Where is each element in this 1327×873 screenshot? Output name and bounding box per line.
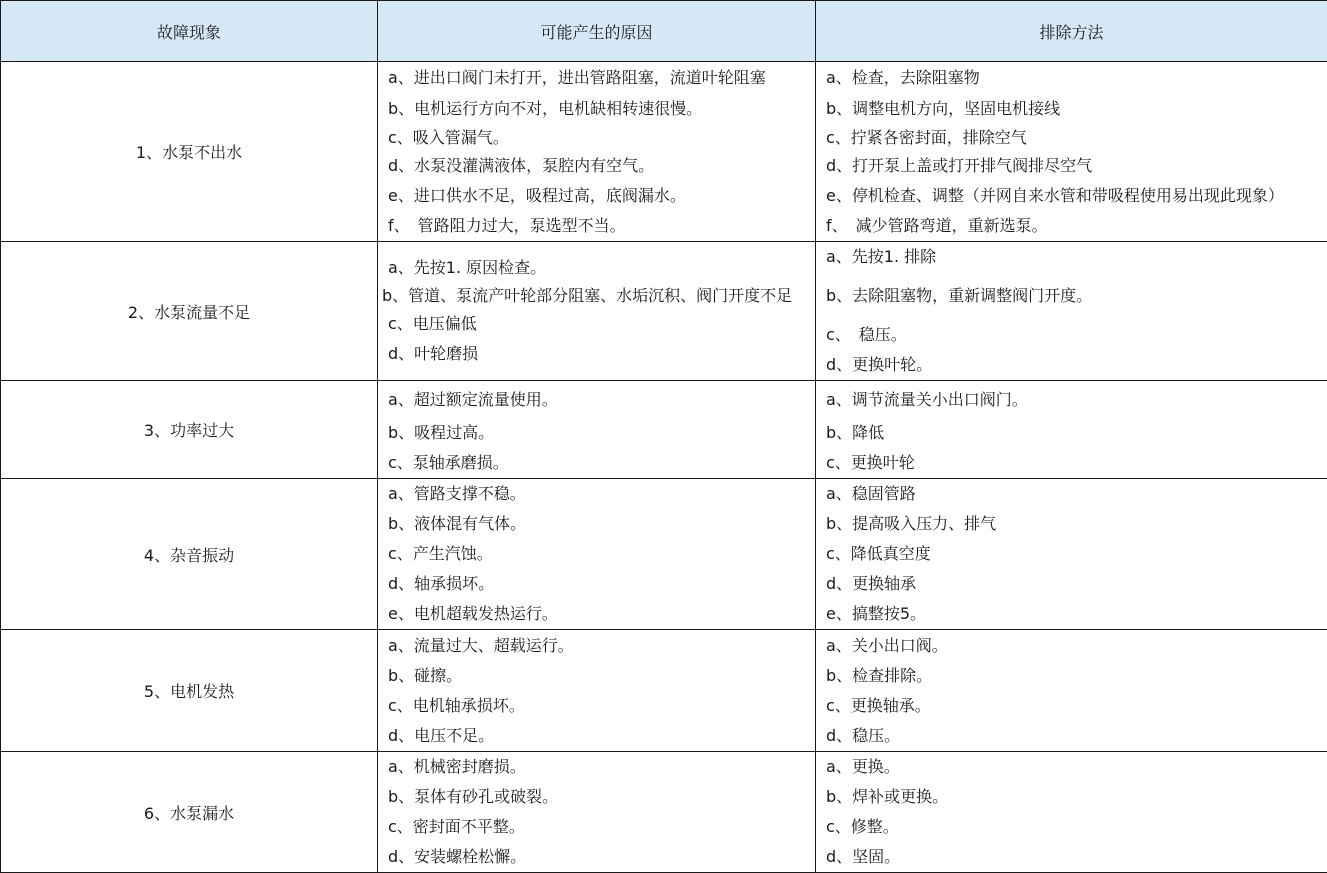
cause-item: e、电机超载发热运行。 xyxy=(378,599,815,629)
remedy-cell xyxy=(816,630,1327,752)
table-row xyxy=(1,242,1327,381)
remedy-item: c、降低真空度 xyxy=(816,539,1327,569)
header-fault: 故障现象 xyxy=(1,1,378,62)
header-cause: 可能产生的原因 xyxy=(378,1,816,62)
table-row xyxy=(1,62,1327,242)
remedy-item: c、更换叶轮 xyxy=(816,448,1327,478)
remedy-item: b、调整电机方向，坚固电机接线 xyxy=(816,94,1327,124)
fault-cell: 4、杂音振动 xyxy=(1,479,378,630)
remedy-item: d、坚固。 xyxy=(816,842,1327,872)
cause-cell xyxy=(378,242,816,381)
remedy-cell xyxy=(816,752,1327,873)
cause-item: a、流量过大、超载运行。 xyxy=(378,631,815,661)
cause-item: d、电压不足。 xyxy=(378,721,815,751)
cause-item: c、泵轴承磨损。 xyxy=(378,448,815,478)
remedy-cell xyxy=(816,242,1327,381)
remedy-item: d、更换轴承 xyxy=(816,569,1327,599)
cause-cell xyxy=(378,62,816,242)
cause-item: e、进口供水不足，吸程过高，底阀漏水。 xyxy=(378,181,815,211)
remedy-item: d、更换叶轮。 xyxy=(816,350,1327,380)
remedy-item: c、拧紧各密封面，排除空气 xyxy=(816,124,1327,151)
cause-item: a、机械密封磨损。 xyxy=(378,752,815,782)
fault-cell: 5、电机发热 xyxy=(1,630,378,752)
remedy-item: b、降低 xyxy=(816,418,1327,448)
table-row xyxy=(1,479,1327,630)
cause-cell xyxy=(378,630,816,752)
remedy-item: a、调节流量关小出口阀门。 xyxy=(816,382,1327,418)
remedy-item: b、焊补或更换。 xyxy=(816,782,1327,812)
cause-item: c、电压偏低 xyxy=(378,309,815,339)
remedy-item: e、搞整按5。 xyxy=(816,599,1327,629)
remedy-item: a、更换。 xyxy=(816,752,1327,782)
remedy-item: b、检查排除。 xyxy=(816,661,1327,691)
fault-cell: 1、水泵不出水 xyxy=(1,62,378,242)
fault-cell: 2、水泵流量不足 xyxy=(1,242,378,381)
table-row xyxy=(1,752,1327,873)
remedy-item: a、检查，去除阻塞物 xyxy=(816,62,1327,94)
cause-item: b、吸程过高。 xyxy=(378,418,815,448)
remedy-item: d、打开泵上盖或打开排气阀排尽空气 xyxy=(816,151,1327,181)
cause-item: b、泵体有砂孔或破裂。 xyxy=(378,782,815,812)
cause-cell xyxy=(378,479,816,630)
remedy-item: a、关小出口阀。 xyxy=(816,631,1327,661)
remedy-item: a、稳固管路 xyxy=(816,479,1327,509)
remedy-cell xyxy=(816,479,1327,630)
header-row xyxy=(1,1,1327,62)
cause-item: f、 管路阻力过大，泵选型不当。 xyxy=(378,211,815,241)
cause-item: a、先按1. 原因检查。 xyxy=(378,253,815,283)
remedy-item: f、 减少管路弯道，重新选泵。 xyxy=(816,211,1327,241)
remedy-item: c、更换轴承。 xyxy=(816,691,1327,721)
remedy-item: b、提高吸入压力、排气 xyxy=(816,509,1327,539)
cause-cell xyxy=(378,752,816,873)
remedy-item: e、停机检查、调整（并网自来水管和带吸程使用易出现此现象） xyxy=(816,181,1327,211)
remedy-cell xyxy=(816,381,1327,479)
cause-item: c、电机轴承损坏。 xyxy=(378,691,815,721)
cause-item: d、水泵没灌满液体，泵腔内有空气。 xyxy=(378,151,815,181)
cause-item: c、密封面不平整。 xyxy=(378,812,815,842)
cause-item: a、超过额定流量使用。 xyxy=(378,382,815,418)
cause-item: b、电机运行方向不对，电机缺相转速很慢。 xyxy=(378,94,815,124)
cause-item: d、轴承损坏。 xyxy=(378,569,815,599)
remedy-item: c、修整。 xyxy=(816,812,1327,842)
cause-item: c、产生汽蚀。 xyxy=(378,539,815,569)
remedy-cell xyxy=(816,62,1327,242)
remedy-item: a、先按1. 排除 xyxy=(816,242,1327,272)
cause-item: b、碰擦。 xyxy=(378,661,815,691)
cause-item: d、叶轮磨损 xyxy=(378,339,815,369)
cause-item: c、吸入管漏气。 xyxy=(378,124,815,151)
fault-cell: 6、水泵漏水 xyxy=(1,752,378,873)
cause-item: a、进出口阀门未打开，进出管路阻塞，流道叶轮阻塞 xyxy=(378,62,815,94)
cause-item: a、管路支撑不稳。 xyxy=(378,479,815,509)
cause-item: b、液体混有气体。 xyxy=(378,509,815,539)
fault-cell: 3、功率过大 xyxy=(1,381,378,479)
cause-item: b、管道、泵流产叶轮部分阻塞、水垢沉积、阀门开度不足 xyxy=(378,283,815,309)
cause-cell xyxy=(378,381,816,479)
table-row xyxy=(1,381,1327,479)
remedy-item: c、 稳压。 xyxy=(816,320,1327,350)
remedy-item: d、稳压。 xyxy=(816,721,1327,751)
header-remedy: 排除方法 xyxy=(816,1,1327,62)
table-row xyxy=(1,630,1327,752)
cause-item: d、安装螺栓松懈。 xyxy=(378,842,815,872)
remedy-item: b、去除阻塞物，重新调整阀门开度。 xyxy=(816,272,1327,320)
